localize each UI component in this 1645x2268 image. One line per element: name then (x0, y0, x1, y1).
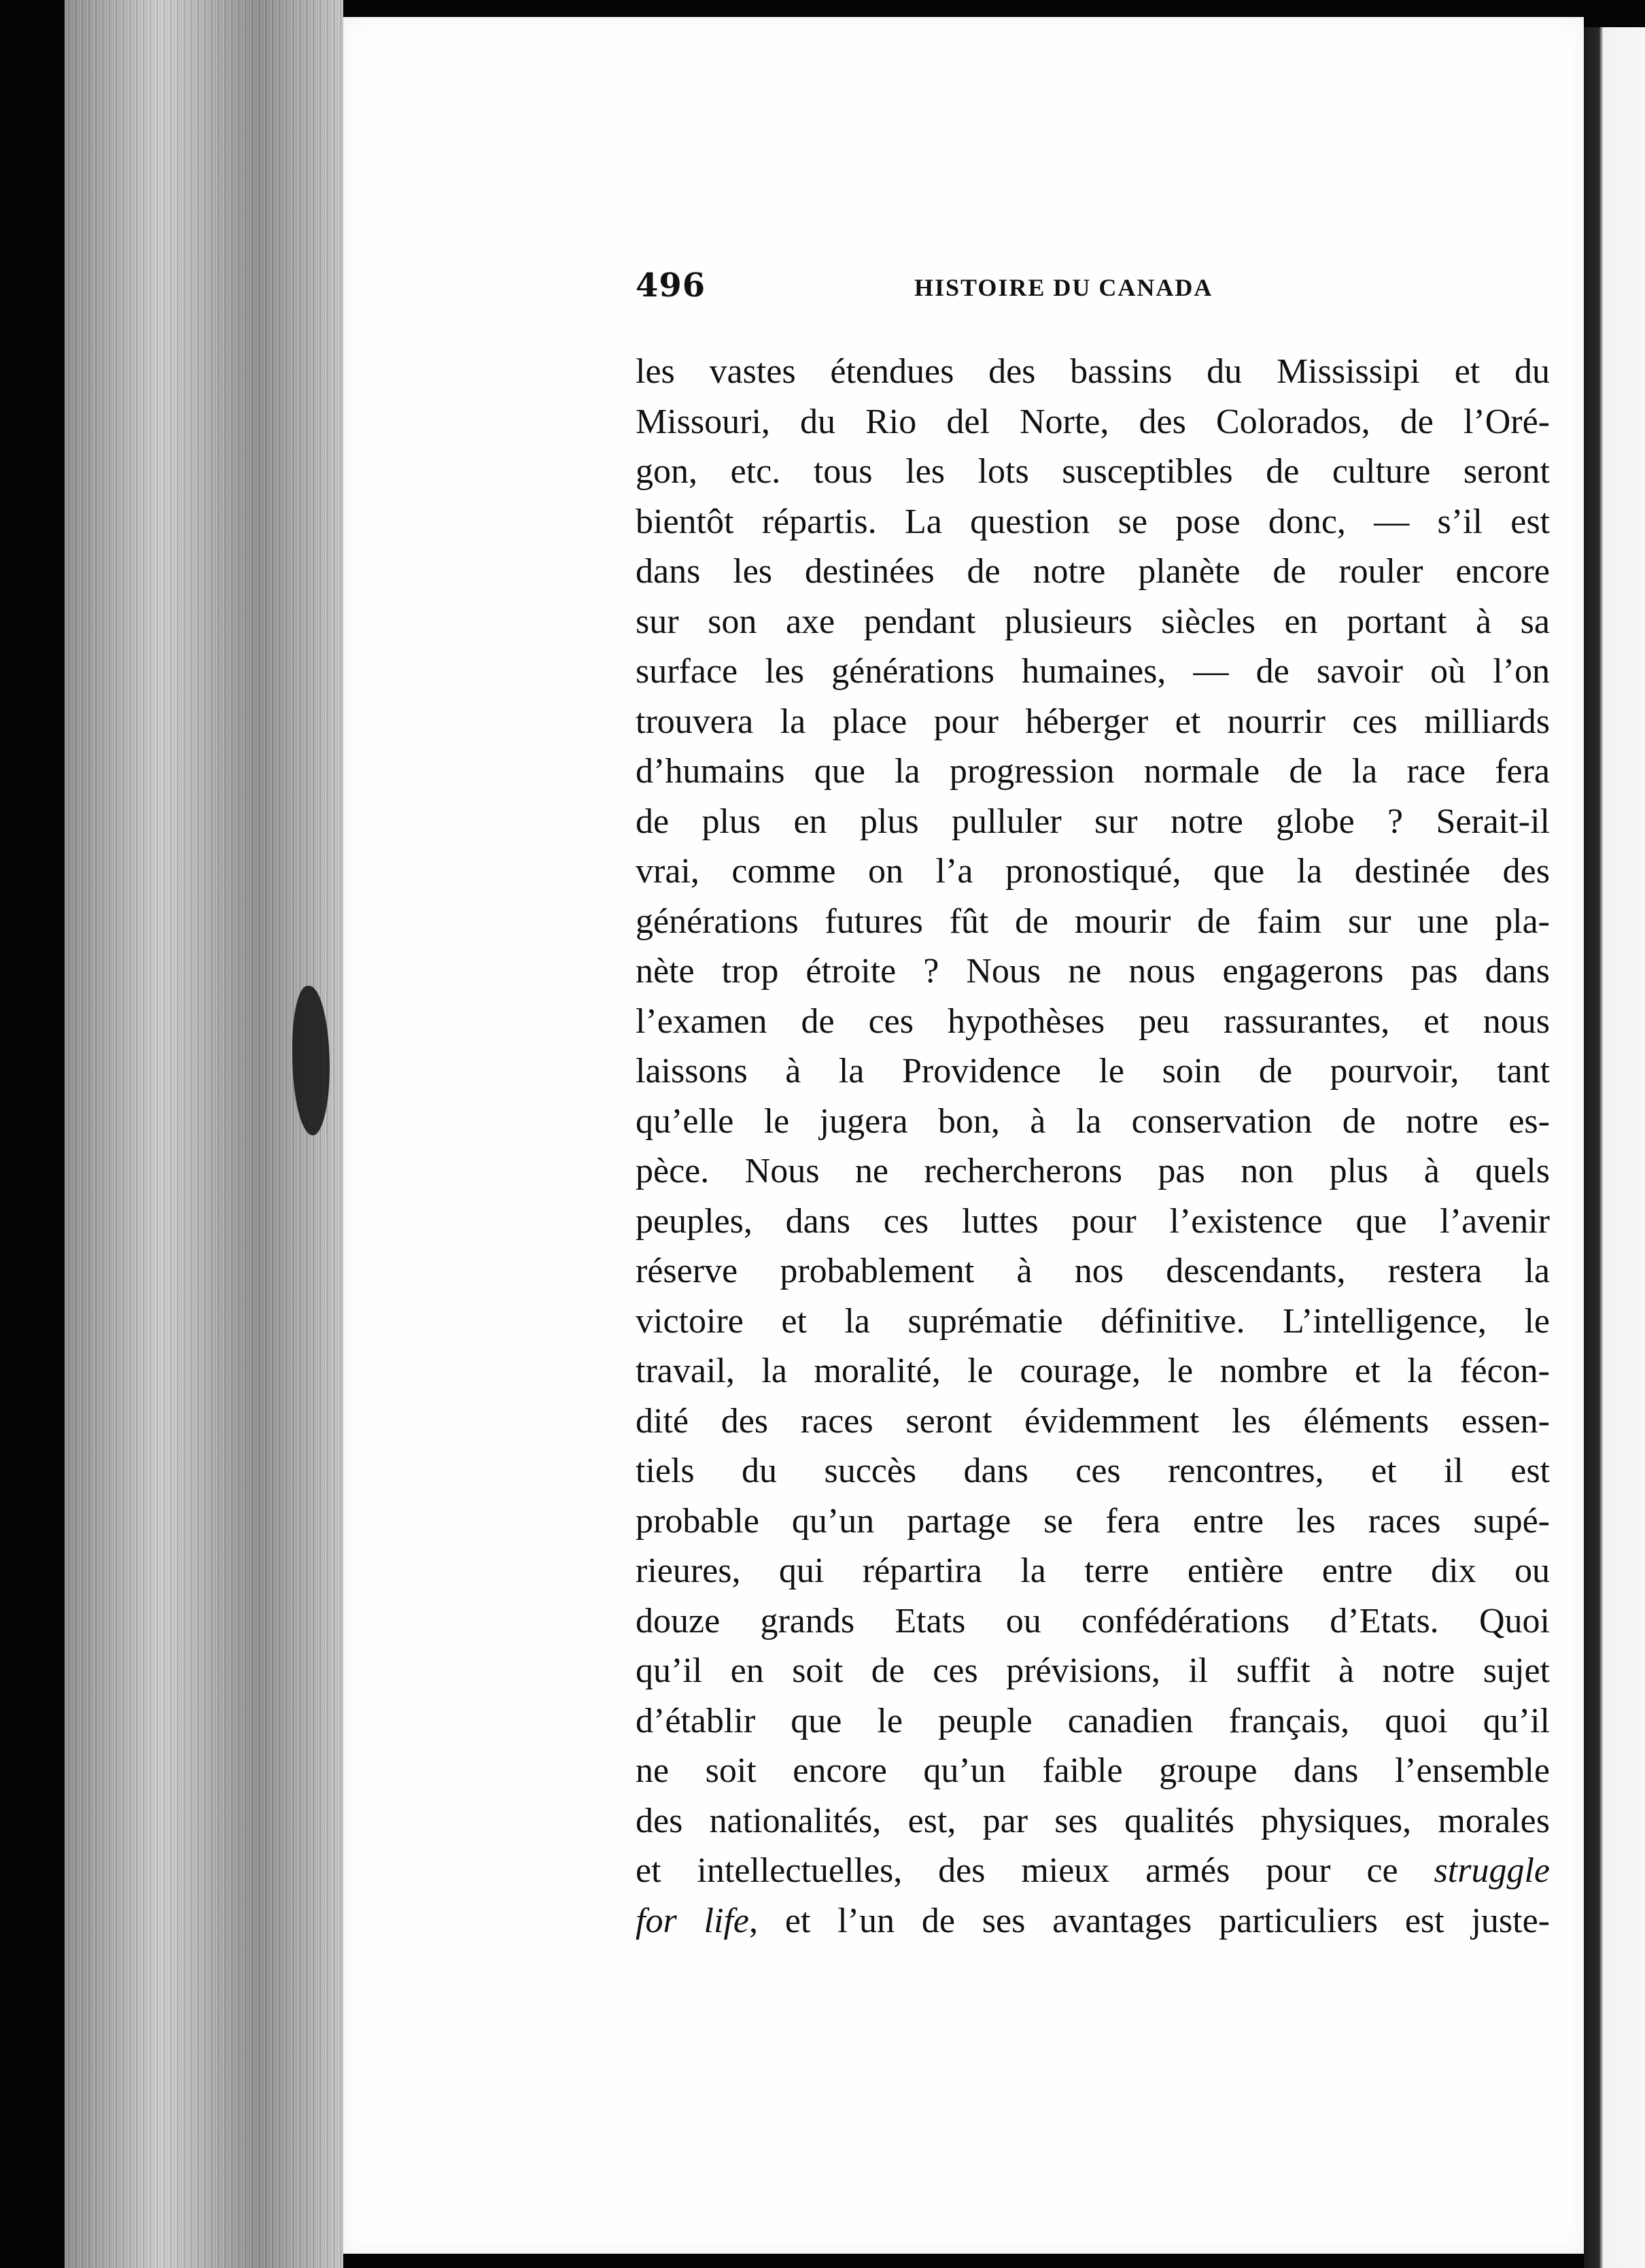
text-line: des nationalités, est, par ses qualités physiques, morales (636, 1801, 1550, 1840)
text-line: l’examen de ces hypothèses peu rassurantes, et nous (636, 1001, 1550, 1041)
text-line: trouvera la place pour héberger et nourrir ces milliards (636, 702, 1550, 741)
text-line: générations futures fût de mourir de faim sur une pla- (636, 901, 1550, 941)
text-line-with-italic (636, 1846, 1550, 1896)
text-line: dans les destinées de notre planète de rouler encore (636, 552, 1550, 591)
text-line: sur son axe pendant plusieurs siècles en portant à sa (636, 602, 1550, 641)
text-line: travail, la moralité, le courage, le nombre et la fécon- (636, 1352, 1550, 1390)
text-line: nète trop étroite ? Nous ne nous engagerons pas dans (636, 952, 1550, 991)
text-line: Missouri, du Rio del Norte, des Colorados, de l’Oré- (636, 402, 1550, 441)
text-line: les vastes étendues des bassins du Mississipi et du (636, 352, 1550, 391)
text-line: de plus en plus pulluler sur notre globe ? Serait-il (636, 802, 1550, 841)
text-line-with-italic (636, 1896, 1550, 1946)
text-line: pèce. Nous ne rechercherons pas non plus à quels (636, 1152, 1550, 1190)
italic-term: struggle (1434, 1851, 1550, 1890)
text-line: qu’il en soit de ces prévisions, il suffit à notre sujet (636, 1651, 1550, 1690)
facing-page-edge (1584, 27, 1645, 2268)
text-line: réserve probablement à nos descendants, restera la (636, 1252, 1550, 1290)
text-line: laissons à la Providence le soin de pourvoir, tant (636, 1052, 1550, 1090)
text-line: rieures, qui répartira la terre entière entre dix ou (636, 1551, 1550, 1590)
text-line: surface les générations humaines, — de savoir où l’on (636, 652, 1550, 691)
page-number: 496 (636, 267, 706, 305)
page-header (636, 267, 1533, 314)
text-segment: , et l’un de ses avantages particuliers est juste- (748, 1901, 1550, 1940)
text-line: ne soit encore qu’un faible groupe dans l’ensemble (636, 1751, 1550, 1790)
text-line: dité des races seront évidemment les éléments essen- (636, 1401, 1550, 1441)
text-line: probable qu’un partage se fera entre les races supé- (636, 1501, 1550, 1541)
body-paragraph (636, 347, 1550, 1946)
text-line: victoire et la suprématie définitive. L’intelligence, le (636, 1301, 1550, 1341)
text-line: peuples, dans ces luttes pour l’existence que l’avenir (636, 1201, 1550, 1241)
running-title: HISTOIRE DU CANADA (914, 274, 1213, 301)
text-line: douze grands Etats ou confédérations d’Etats. Quoi (636, 1601, 1550, 1640)
text-line: d’établir que le peuple canadien français, quoi qu’il (636, 1701, 1550, 1740)
text-line: gon, etc. tous les lots susceptibles de culture seront (636, 452, 1550, 491)
text-line: vrai, comme on l’a pronostiqué, que la destinée des (636, 852, 1550, 891)
text-line: bientôt répartis. La question se pose donc, — s’il est (636, 502, 1550, 541)
book-page-edges (65, 0, 343, 2268)
text-line: d’humains que la progression normale de la race fera (636, 752, 1550, 791)
text-line: qu’elle le jugera bon, à la conservation de notre es- (636, 1101, 1550, 1141)
italic-term: for life (636, 1901, 749, 1940)
text-line: tiels du succès dans ces rencontres, et il est (636, 1451, 1550, 1490)
text-segment: et intellectuelles, des mieux armés pour ce (636, 1851, 1398, 1890)
